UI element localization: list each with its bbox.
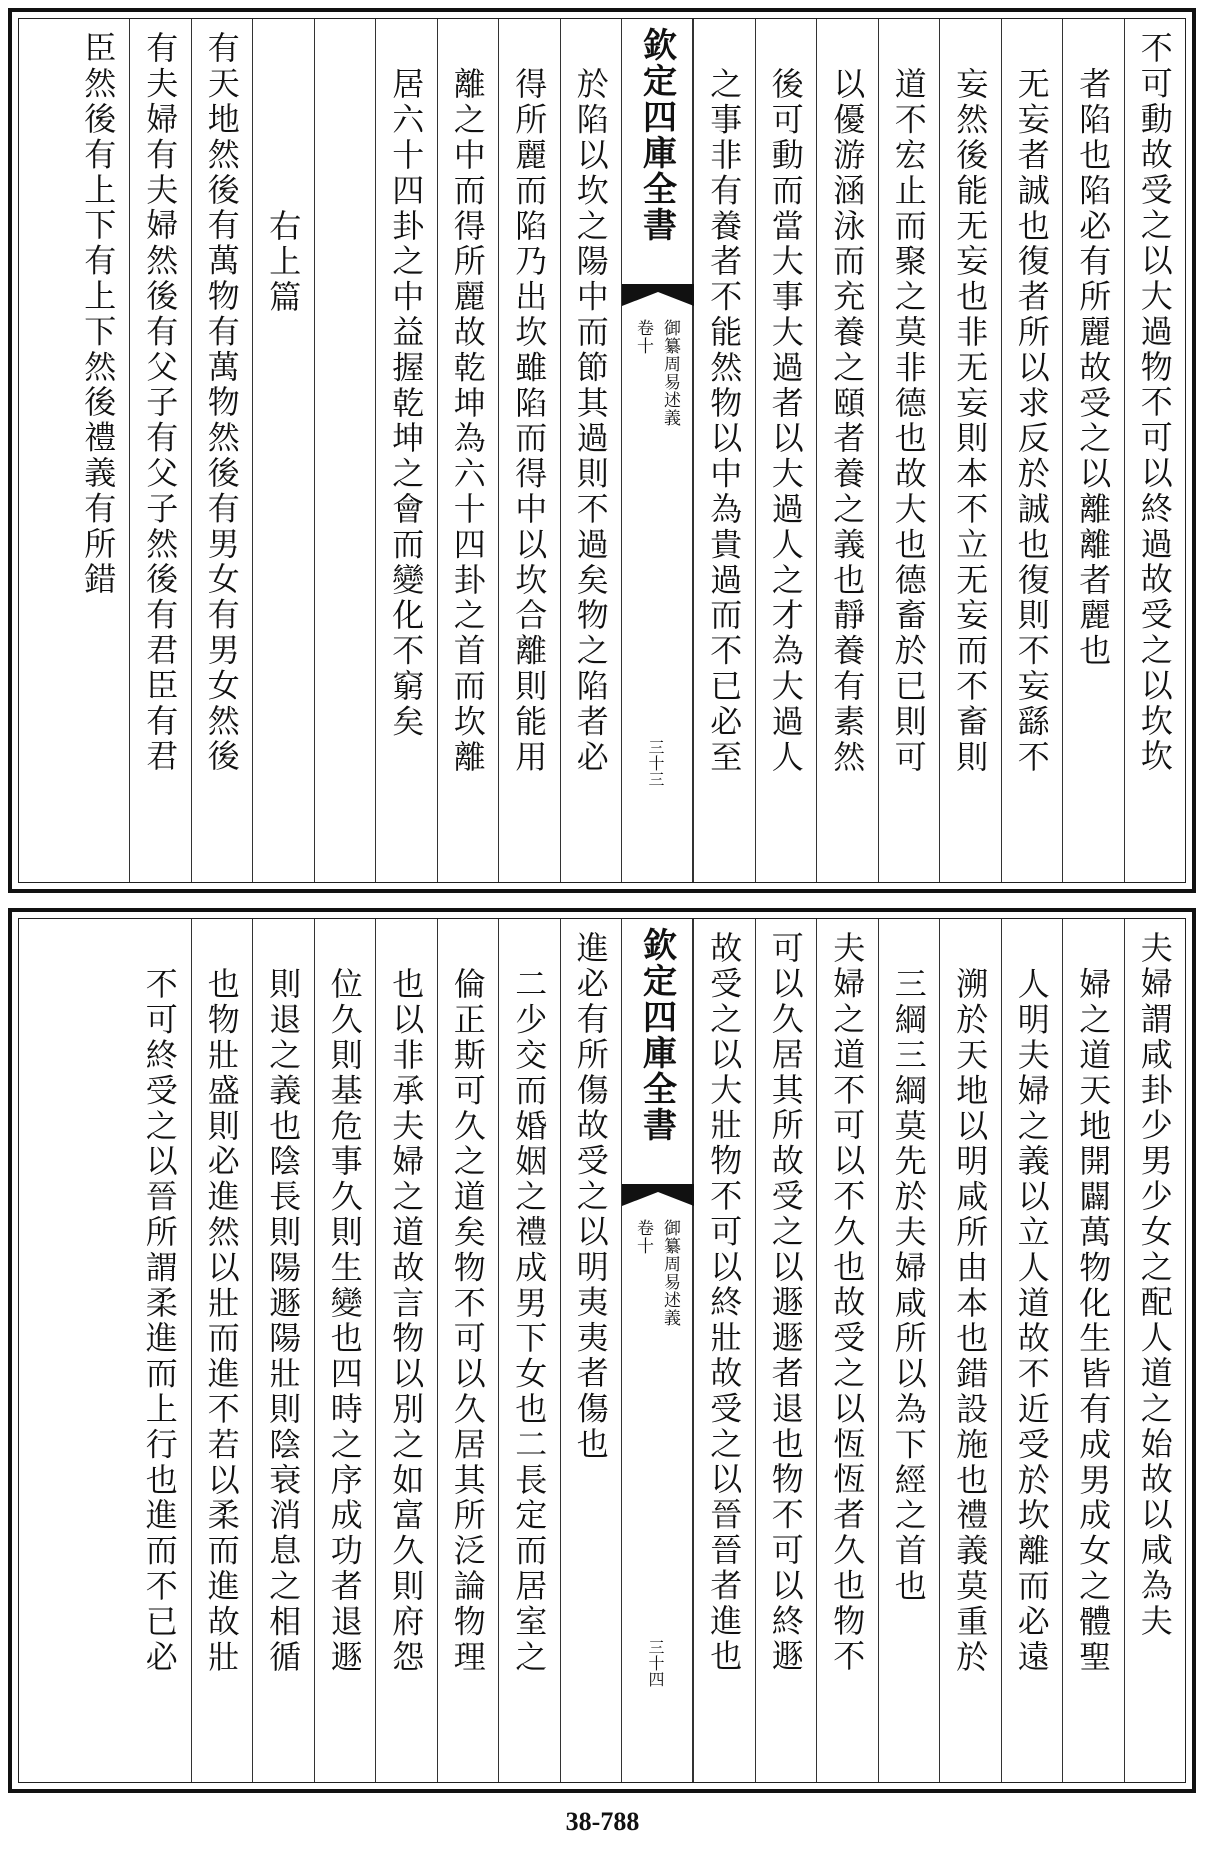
text-column: 夫婦之道不可以不久也故受之以恆恆者久也物不 <box>816 919 878 1782</box>
empty-column <box>314 19 376 882</box>
upper-page <box>8 8 1196 893</box>
center-margin-column <box>621 19 693 882</box>
book-subtitle <box>630 1219 684 1327</box>
text-column: 於陷以坎之陽中而節其過則不過矣物之陷者必 <box>560 19 622 882</box>
fishtail-mark-icon <box>622 284 694 306</box>
text-column: 者陷也陷必有所麗故受之以離離者麗也 <box>1062 19 1124 882</box>
page-number: 三十三 <box>646 739 665 787</box>
text-column: 不可終受之以晉所謂柔進而上行也進而不已必 <box>140 967 179 1675</box>
text-column: 以優游涵泳而充養之頤者養之義也靜養有素然 <box>816 19 878 882</box>
text-column: 後可動而當大事大過者以大過人之才為大過人 <box>755 19 817 882</box>
text-column: 无妄者誠也復者所以求反於誠也復則不妄繇不 <box>1001 19 1063 882</box>
text-column: 可以久居其所故受之以遯遯者退也物不可以終遯 <box>755 919 817 1782</box>
lower-page <box>8 908 1196 1793</box>
text-column: 得所麗而陷乃出坎雖陷而得中以坎合離則能用 <box>498 19 560 882</box>
text-column: 溯於天地以明咸所由本也錯設施也禮義莫重於 <box>939 919 1001 1782</box>
text-column: 位久則基危事久則生變也四時之序成功者退遯 <box>314 919 376 1782</box>
text-column: 有夫婦有夫婦然後有父子有父子然後有君臣有君 <box>129 19 191 882</box>
text-column: 也以非承夫婦之道故言物以別之如富久則府怨 <box>375 919 437 1782</box>
book-title: 欽定四庫全書 <box>636 27 677 243</box>
page-number: 三十四 <box>646 1639 665 1687</box>
text-column: 故受之以大壯物不可以終壯故受之以晉晉者進也 <box>693 919 755 1782</box>
text-column: 倫正斯可久之道矣物不可以久居其所泛論物理 <box>437 919 499 1782</box>
book-subtitle-title: 御纂周易述義 <box>660 1219 680 1327</box>
text-column: 則退之義也陰長則陽遯陽壯則陰衰消息之相循 <box>252 919 314 1782</box>
text-column: 婦之道天地開闢萬物化生皆有成男成女之體聖 <box>1062 919 1124 1782</box>
volume-page-reference: 38-788 <box>565 1807 640 1836</box>
book-subtitle-title: 御纂周易述義 <box>660 319 680 427</box>
fishtail-mark-icon <box>622 1184 694 1206</box>
text-column: 三綱三綱莫先於夫婦咸所以為下經之首也 <box>878 919 940 1782</box>
book-title: 欽定四庫全書 <box>636 927 677 1143</box>
lower-page-text-frame <box>18 918 1186 1783</box>
text-column: 進必有所傷故受之以明夷夷者傷也 <box>560 919 622 1782</box>
text-column: 臣然後有上下有上下然後禮義有所錯 <box>79 31 118 598</box>
text-column: 居六十四卦之中益握乾坤之會而變化不窮矣 <box>375 19 437 882</box>
text-column: 也物壯盛則必進然以壯而進不若以柔而進故壯 <box>191 919 253 1782</box>
text-column: 道不宏止而聚之莫非德也故大也德畜於已則可 <box>878 19 940 882</box>
text-column: 之事非有養者不能然物以中為貴過而不已必至 <box>693 19 755 882</box>
text-column: 夫婦謂咸卦少男少女之配人道之始故以咸為夫 <box>1124 919 1186 1782</box>
upper-page-text-frame <box>18 18 1186 883</box>
center-margin-column <box>621 919 693 1782</box>
text-column: 人明夫婦之義以立人道故不近受於坎離而必遠 <box>1001 919 1063 1782</box>
text-column: 二少交而婚姻之禮成男下女也二長定而居室之 <box>498 919 560 1782</box>
text-column: 不可動故受之以大過物不可以終過故受之以坎坎 <box>1124 19 1186 882</box>
text-column: 有天地然後有萬物有萬物然後有男女有男女然後 <box>191 19 253 882</box>
section-end-column: 右上篇 <box>252 19 314 882</box>
book-subtitle <box>630 319 684 427</box>
text-column: 離之中而得所麗故乾坤為六十四卦之首而坎離 <box>437 19 499 882</box>
book-subtitle-volume: 卷十 <box>633 319 653 355</box>
book-subtitle-volume: 卷十 <box>633 1219 653 1255</box>
text-column: 妄然後能无妄也非无妄則本不立无妄而不畜則 <box>939 19 1001 882</box>
